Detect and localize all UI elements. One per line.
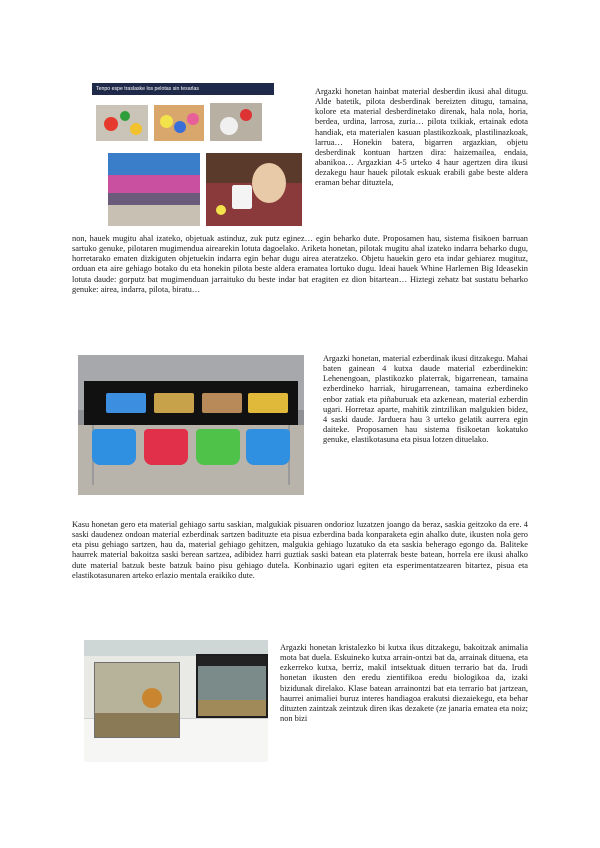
terrarium (94, 662, 180, 738)
children-playing-photo (108, 153, 200, 226)
basket-blue (92, 429, 136, 465)
springs-baskets-photo (78, 355, 304, 495)
aquarium (196, 654, 268, 718)
box-plastic-plates (106, 393, 146, 413)
photo-caption: Tenpo espe traslaske los pelotas sin tesarlas (92, 83, 274, 95)
terrarium-disc (142, 688, 162, 708)
basket-green (196, 429, 240, 465)
section2-full-paragraph: Kasu honetan gero eta material gehiago sartu saskian, malgukiak pisuaren ondorioz luzatzen joango da beraz, saskia geitzoko da ere. 4 saski daudenez ondoan material ezberdinak sartzen badituzte eta pisua ezberdina bada konparaketa egin ahalko dute, ikusten nola gero eta pisu gehiago sartzen, hau da, material gehiago gehitzen, malgukia gehiago luzatuko da eta saskia beherago egongo da. Baliteke haurrek material bakoitza saski berean sartzea, adibidez harri guztiak saski batean eta platerrak beste batean, horrela ere ikusi ahalko dute material batzuk beste batzuk baino pisu gehiago dutela. Konbinazio ugari egiten eta esperimentatzearen bitartez, pisua eta elastikotasunaren arteko erlazio mentala eraikiko dute. (72, 520, 528, 580)
section1-full-paragraph: non, hauek mugitu ahal izateko, objetuak astinduz, zuk putz eginez… egin beharko dute. Proposamen hau, sistema fisikoen barruan sartuko genuke, pilotaren mugimendua airearekin lotuta dagoelako. Ariketa honetan, pilotak mugitu ahal izateko indarra beharko dugu, horretarako ematen dizkiguten objetuekin indarra egin behar dugu airea ateratzeko. Objetu hauekin gero eta indar gehiarez mugituz, orduan eta aire gehiago botako du eta honekin pilota beste aldera eramatea lortuko dugu. Ideai hauek Whine Harlemen Big Ideasekin lotuta daude: gorputz bat mugimenduan jarraituko du beste indar bat eragiten ez dion bitartean… Hiztegi zehatz bat sustatu beharko genuke: airea, indarra, pilota, biratu… (72, 234, 528, 294)
section1-side-paragraph: Argazki honetan hainbat material desberdin ikusi ahal ditugu. Alde batetik, pilota desberdinak bereizten ditugu, tamaina, kolore eta material desberdinetako direnak, hala nola, horia, berdea, urdina, larrosa, zuria… pilota txikiak, ertainak edota handiak, eta materialen kasuan plastikozkoak, plastilinazkoak, larrua… Honekin batera, bigarren argazkian, objetu desberdinak kontuan hartzen dira: haizemailea, endaia, abanikoa… Argazkian 4-5 urteko 4 haur agertzen dira ikusi dezakegu haur hauek pilotak eskuak erabili gabe beste aldera eraman behar dituztela, (315, 87, 528, 188)
basket-red (144, 429, 188, 465)
box-various-materials (248, 393, 288, 413)
objects-photo (210, 103, 262, 141)
balls-photo-1 (96, 105, 148, 141)
section2-side-paragraph: Argazki honetan, material ezberdinak ikusi ditzakegu. Mahai baten gainean 4 kutxa daude material ezberdinekin: Lehenengoan, plastikozko platerrak, bigarrenean, tamaina ezberdineko harriak, hirugarrenean, tamaina ezberdineko enbor zatiak eta piñaburuak eta azkenean, material ezberdin ugari. Horretaz aparte, mahitik zintzilikan malgukien bidez, 4 saski daude. Jarduera hau 3 urteko gelatik aurrera egin daiteke. Proposamen hau sistema fisikoetan kokatuko genuke, elastikotasuna eta pisua lotzen dituelako. (323, 354, 528, 445)
box-wood-pinecones (202, 393, 242, 413)
child-blowing-photo (206, 153, 302, 226)
terrarium-aquarium-photo (84, 640, 268, 762)
basket-blue-2 (246, 429, 290, 465)
section3-side-paragraph: Argazki honetan kristalezko bi kutxa ikus ditzakegu, bakoitzak animalia mota bat duela. Eskuineko kutxa arrain-ontzi bat da, arrainak dituena, eta ezkerreko kutxa, berriz, makil intsektuak dituen terrario bat da. Irudi honetan ikusten den eredu zientifikoa eredu biologikoa da, izaki bizidunak direlako. Klase batean arrainontzi bat eta terrario bat jartzean, haurrei animaliei buruz interes handiagoa erakutsi diezaiekegu, eta behar dituzten zaintzak zeintzuk diren ikas dezakete (ze janaria ematea eta noiz; non bizi (280, 643, 528, 724)
balls-photo-2 (154, 105, 204, 141)
box-stones (154, 393, 194, 413)
balls-activity-photo-collage (92, 83, 302, 226)
